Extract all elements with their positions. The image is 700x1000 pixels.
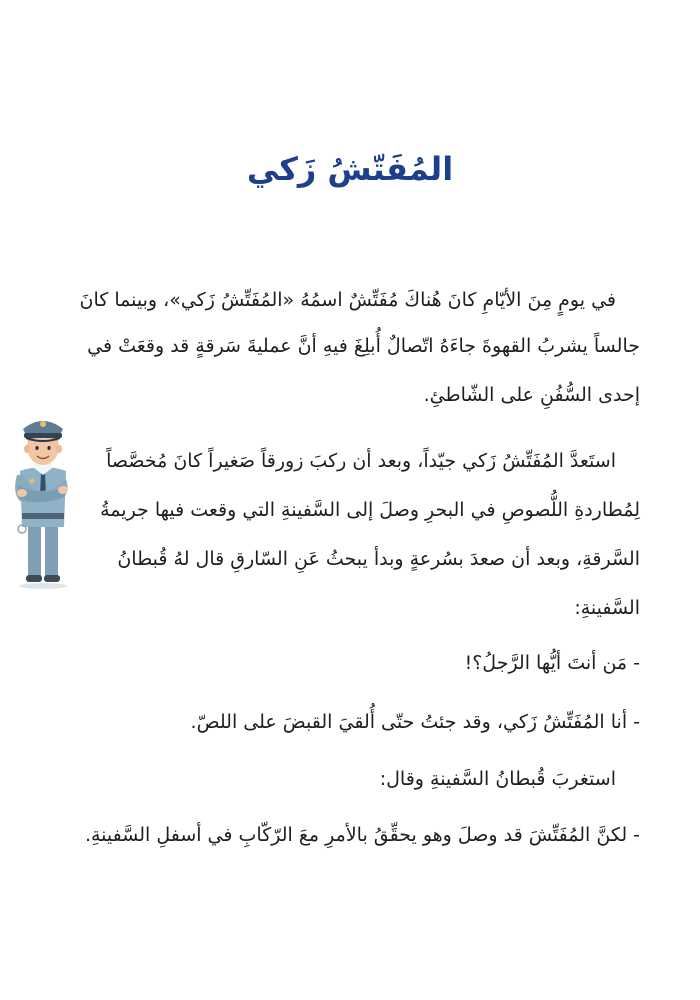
paragraph-1-line-2: جالساً يشربُ القهوةَ جاءَهُ اتّصالٌ أُبلِغَ فيهِ أنَّ عمليةَ سَرقةٍ قد وقعَتْ في <box>87 335 640 357</box>
paragraph-1-line-3: إحدى السُّفُنِ على الشّاطئِ. <box>423 384 640 406</box>
narration-line: استغربَ قُبطانُ السَّفينةِ وقال: <box>379 768 616 790</box>
police-inspector-illustration <box>8 405 78 590</box>
paragraph-2-line-3: السَّرقةِ، وبعد أن صعدَ بسُرعةٍ وبدأ يبحثُ عَنِ السّارقِ قال لهُ قُبطانُ <box>117 548 640 570</box>
dialogue-line-2: - أنا المُفَتِّشُ زَكي، وقد جئتُ حتّى أُلقيَ القبضَ على اللصّ. <box>190 711 640 733</box>
final-dialogue-line: - لكنَّ المُفَتِّشَ قد وصلَ وهو يحقِّقُ بالأمرِ معَ الرّكّابِ في أسفلِ السَّفينةِ. <box>84 824 640 846</box>
paragraph-1-line-1: في يومٍ مِنَ الأيّامِ كانَ هُناكَ مُفَتِّشٌ اسمُهُ «المُفَتِّشُ زَكي»، وبينما كانَ <box>79 289 616 311</box>
paragraph-2-line-4: السَّفينةِ: <box>574 597 640 619</box>
paragraph-2-line-2: لِمُطاردةِ اللُّصوصِ في البحرِ وصلَ إلى السَّفينةِ التي وقعت فيها جريمةُ <box>100 499 640 521</box>
story-title: المُفَتّشُ زَكي <box>246 150 454 188</box>
dialogue-line-1: - مَن أنتَ أيُّها الرَّجلُ؟! <box>464 652 640 674</box>
paragraph-2-line-1: استَعدَّ المُفَتِّشُ زَكي جيّداً، وبعد أن ركبَ زورقاً صَغيراً كانَ مُخصَّصاً <box>106 450 616 472</box>
